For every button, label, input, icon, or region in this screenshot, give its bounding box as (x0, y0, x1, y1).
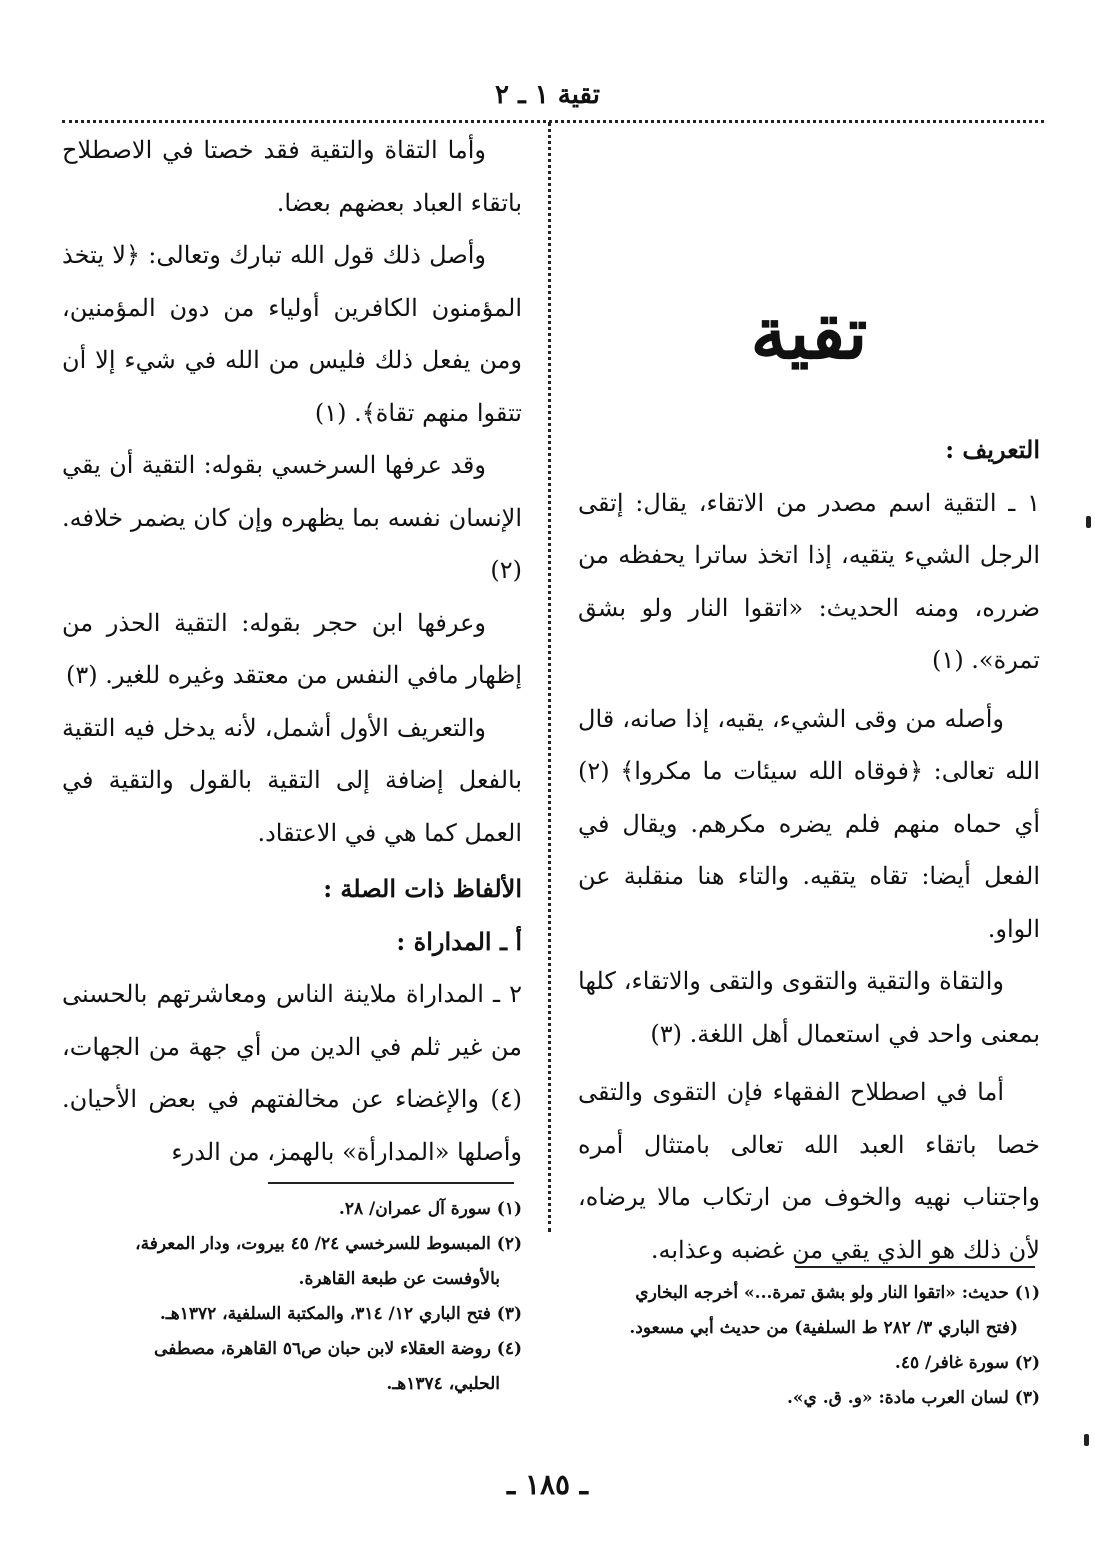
heading-definition: التعريف : (945, 435, 1040, 464)
right-column (578, 424, 1040, 1276)
left-footnotes (62, 1192, 522, 1402)
left-paragraph-3: وقد عرفها السرخسي بقوله: التقية أن يقي الإنسان نفسه بما يظهره وإن كان يضمر خلافه. (٢) (62, 451, 522, 584)
right-footnotes (578, 1276, 1040, 1416)
column-divider (548, 122, 551, 1232)
right-paragraph-4: أما في اصطلاح الفقهاء فإن التقوى والتقى خصا باتقاء العبد الله تعالى بامتثال أمره واجتناب نهيه والخوف من ارتكاب مالا يرضاه، لأن ذلك هو الذي يقي من غضبه وعذابه. (578, 1078, 1040, 1264)
left-column (62, 124, 522, 1178)
heading-mudarah: أ ـ المداراة : (396, 926, 522, 956)
left-footnote-2: (٢) المبسوط للسرخسي ٢٤/ ٤٥ بيروت، ودار المعرفة، (135, 1234, 522, 1254)
left-footnote-2-cont: بالأوفست عن طبعة القاهرة. (298, 1269, 500, 1289)
heading-related-terms: الألفاظ ذات الصلة : (323, 874, 522, 903)
header-dotted-rule (62, 120, 1044, 123)
mudarah-paragraph: ٢ ـ المداراة ملاينة الناس ومعاشرتهم بالحسنى من غير ثلم في الدين من أي جهة من الجهات، (٤) والإغضاء عن مخالفتهم في بعض الأحيان. وأصلها «المدارأة» بالهمز، من الدرء (62, 980, 523, 1166)
right-paragraph-3: والتقاة والتقية والتقوى والتقى والاتقاء، كلها بمعنى واحد في استعمال أهل اللغة. (٣) (578, 967, 1040, 1048)
left-footnote-4-cont: الحلبي، ١٣٧٤هـ. (386, 1374, 500, 1394)
right-paragraph-2: وأصله من وقى الشيء، يقيه، إذا صانه، قال الله تعالى: ﴿فوقاه الله سيئات ما مكروا﴾ (٢) أي حماه منهم فلم يضره مكرهم. ويقال في الفعل أيضا: تقاه يتقيه. والتاء هنا منقلبة عن الواو. (578, 704, 1040, 943)
left-footnote-rule (268, 1182, 514, 1184)
page-number: ـ ١٨٥ ـ (506, 1468, 589, 1501)
margin-mark (1084, 1434, 1089, 1446)
left-footnote-3: (٣) فتح الباري ١٢/ ٣١٤، والمكتبة السلفية، ١٣٧٢هـ. (159, 1304, 522, 1324)
right-footnote-1: (١) حديث: «اتقوا النار ولو بشق تمرة...» أخرجه البخاري (635, 1283, 1040, 1303)
left-footnote-1: (١) سورة آل عمران/ ٢٨. (338, 1199, 522, 1219)
left-paragraph-2: وأصل ذلك قول الله تبارك وتعالى: ﴿لا يتخذ المؤمنون الكافرين أولياء من دون المؤمنين، ومن يفعل ذلك فليس من الله في شيء إلا أن تتقوا منهم تقاة﴾. (١) (62, 241, 522, 427)
left-paragraph-4: وعرفها ابن حجر بقوله: التقية الحذر من إظهار مافي النفس من معتقد وغيره للغير. (٣) (62, 608, 522, 689)
margin-mark (1086, 516, 1091, 528)
right-footnote-rule (795, 1266, 1035, 1268)
entry-title: تقية (750, 290, 868, 375)
left-paragraph-5: والتعريف الأول أشمل، لأنه يدخل فيه التقية بالفعل إضافة إلى التقية بالقول والتقية في العمل كما هي في الاعتقاد. (62, 713, 522, 847)
right-paragraph-1: ١ ـ التقية اسم مصدر من الاتقاء، يقال: إتقى الرجل الشيء يتقيه، إذا اتخذ ساترا يحفظه من ضرره، ومنه الحديث: «اتقوا النار ولو بشق تمرة». (١) (578, 488, 1040, 674)
right-footnote-2: (٢) سورة غافر/ ٤٥. (894, 1353, 1040, 1373)
left-footnote-4: (٤) روضة العقلاء لابن حبان ص٥٦ القاهرة، مصطفى (154, 1339, 522, 1359)
right-footnote-3: (٣) لسان العرب مادة: «و. ق. ي». (787, 1388, 1040, 1408)
right-footnote-1-cont: (فتح الباري ٣/ ٢٨٢ ط السلفية) من حديث أبي مسعود. (629, 1318, 1018, 1338)
running-head: تقية ١ ـ ٢ (495, 80, 600, 110)
left-paragraph-1: وأما التقاة والتقية فقد خصتا في الاصطلاح باتقاء العباد بعضهم بعضا. (62, 136, 522, 217)
